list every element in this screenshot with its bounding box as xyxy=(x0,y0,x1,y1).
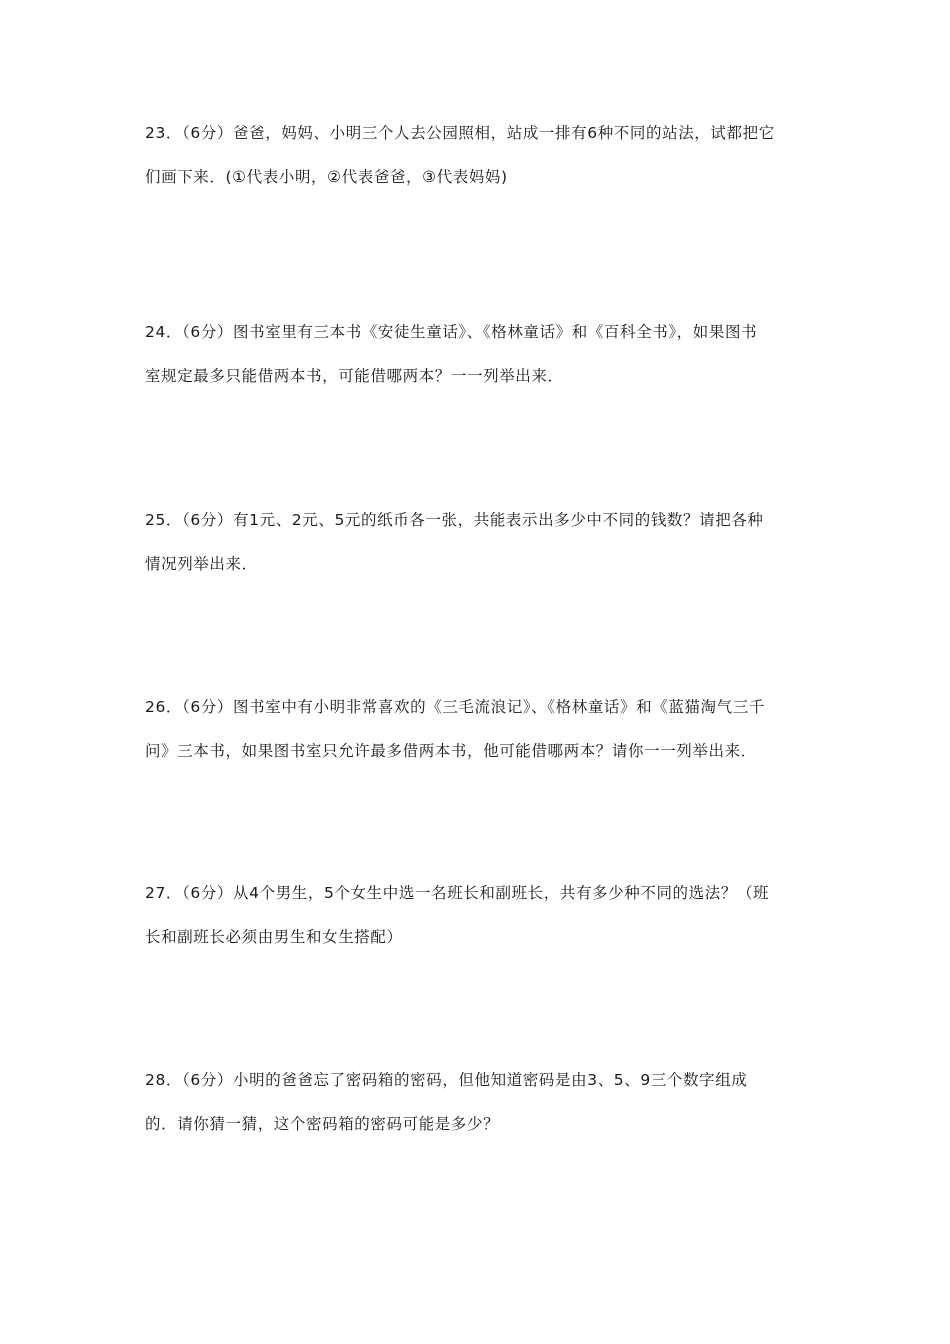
question-text-line: 长和副班长必须由男生和女生搭配） xyxy=(145,928,403,946)
question-text-line: 问》三本书，如果图书室只允许最多借两本书，他可能借哪两本？请你一一列举出来． xyxy=(145,742,757,760)
question-27 xyxy=(145,883,815,947)
question-25 xyxy=(145,510,815,574)
question-text-line: 23．（6分）爸爸，妈妈、小明三个人去公园照相，站成一排有6种不同的站法，试都把它 xyxy=(145,124,775,142)
question-text-line: 情况列举出来． xyxy=(145,555,258,573)
question-text-line: 25．（6分）有1元、2元、5元的纸币各一张，共能表示出多少中不同的钱数？请把各种 xyxy=(145,511,764,529)
question-text-line: 26．（6分）图书室中有小明非常喜欢的《三毛流浪记》、《格林童话》和《蓝猫淘气三千 xyxy=(145,698,765,716)
question-23 xyxy=(145,123,815,187)
question-text-line: 们画下来．(①代表小明，②代表爸爸，③代表妈妈) xyxy=(145,168,508,186)
question-text-line: 的．请你猜一猜，这个密码箱的密码可能是多少？ xyxy=(145,1115,500,1133)
question-text-line: 27．（6分）从4个男生，5个女生中选一名班长和副班长，共有多少种不同的选法？（班 xyxy=(145,884,770,902)
question-28 xyxy=(145,1070,815,1134)
question-26 xyxy=(145,697,815,761)
question-text-line: 24．（6分）图书室里有三本书《安徒生童话》、《格林童话》和《百科全书》，如果图书 xyxy=(145,323,758,341)
question-text-line: 28．（6分）小明的爸爸忘了密码箱的密码，但他知道密码是由3、5、9三个数字组成 xyxy=(145,1071,748,1089)
question-text-line: 室规定最多只能借两本书，可能借哪两本？一一列举出来． xyxy=(145,367,564,385)
question-24 xyxy=(145,322,815,386)
